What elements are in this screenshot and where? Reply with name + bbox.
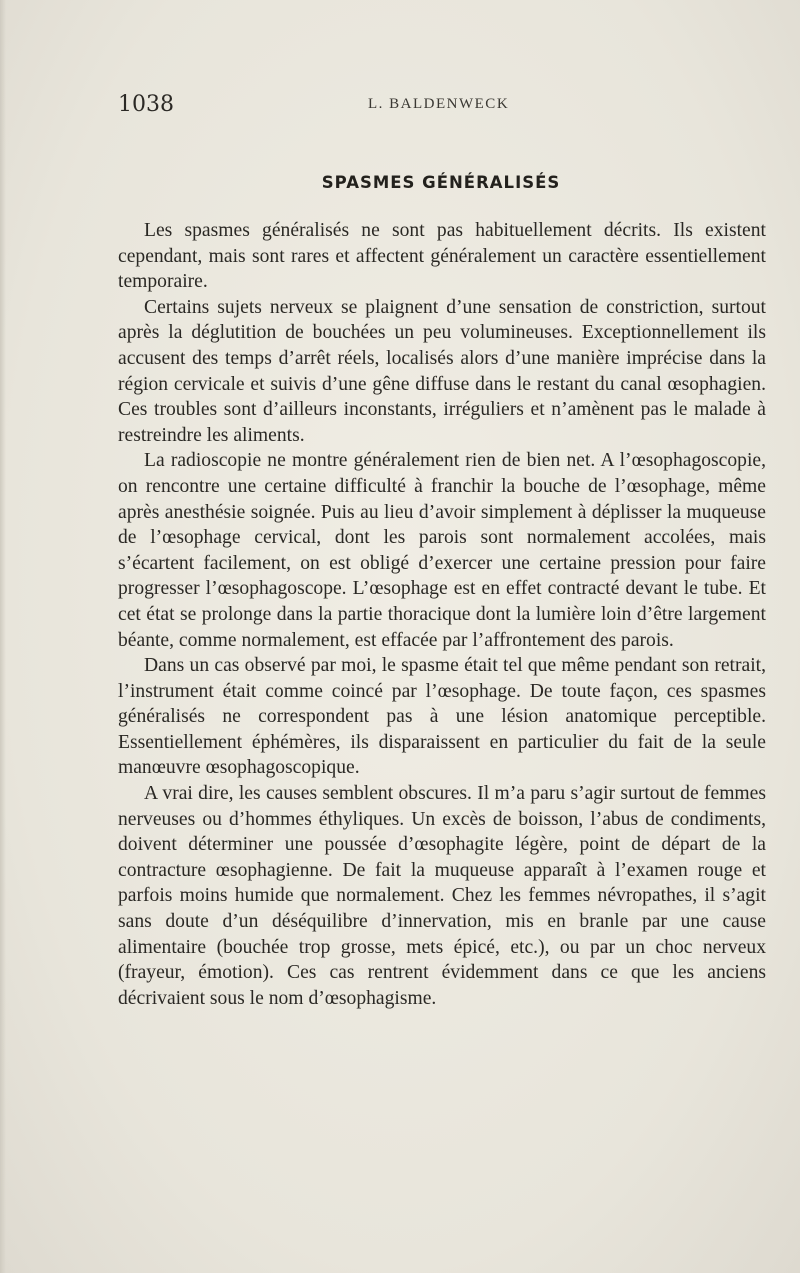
- paragraph-2: Certains sujets nerveux se plaignent d’une sensation de constriction, surtout après la déglutition de bouchées un peu volumineuses. Exceptionnellement ils accusent des temps d’arrêt réels, localisés alors d’une manière imprécise dans la région cervicale et suivis d’une gêne diffuse dans le restant du canal œsophagien. Ces troubles sont d’ailleurs inconstants, irréguliers et n’amènent pas le malade à restreindre les aliments.: [118, 296, 766, 446]
- paragraph-3: La radioscopie ne montre généralement rien de bien net. A l’œsophagoscopie, on rencontre une certaine difficulté à franchir la bouche de l’œsophage, même après anesthésie soignée. Puis au lieu d’avoir simplement à déplisser la muqueuse de l’œsophage cervical, dont les parois sont normalement accolées, mais s’écartent facilement, on est obligé d’exercer une certaine pression pour faire progresser l’œsophagoscope. L’œsophage est en effet contracté devant le tube. Et cet état se prolonge dans la partie thoracique dont la lumière loin d’être largement béante, comme normalement, est effacée par l’affrontement des parois.: [118, 450, 766, 651]
- running-head-author: L. BALDENWECK: [368, 96, 510, 112]
- paragraph-1: Les spasmes généralisés ne sont pas habituellement décrits. Ils existent cependant, mais sont rares et affectent généralement un caractère essentiellement temporaire.: [118, 220, 766, 293]
- paragraph-5: A vrai dire, les causes semblent obscures. Il m’a paru s’agir surtout de femmes nerveuses ou d’hommes éthyliques. Un excès de boisson, l’abus de condiments, doivent déterminer une poussée d’œsophagite légère, point de départ de la contracture œsophagienne. De fait la muqueuse apparaît à l’examen rouge et parfois moins humide que normalement. Chez les femmes névropathes, il s’agit sans doute d’un déséquilibre d’innervation, mis en branle par une cause alimentaire (bouchée trop grosse, mets épicé, etc.), ou par un choc nerveux (frayeur, émotion). Ces cas rentrent évidemment dans ce que les anciens décrivaient sous le nom d’œsophagisme.: [118, 783, 766, 1009]
- page-edge-shadow: [0, 0, 6, 1273]
- section-title: SPASMES GÉNÉRALISÉS: [321, 173, 561, 192]
- page-number: 1038: [118, 92, 174, 117]
- body-text: [118, 218, 766, 1011]
- running-head: [118, 92, 686, 122]
- paragraph-4: Dans un cas observé par moi, le spasme était tel que même pendant son retrait, l’instrument était comme coincé par l’œsophage. De toute façon, ces spasmes généralisés ne correspondent pas à une lésion anatomique perceptible. Essentiellement éphémères, ils disparaissent en particulier du fait de la seule manœuvre œsophagoscopique.: [118, 655, 766, 779]
